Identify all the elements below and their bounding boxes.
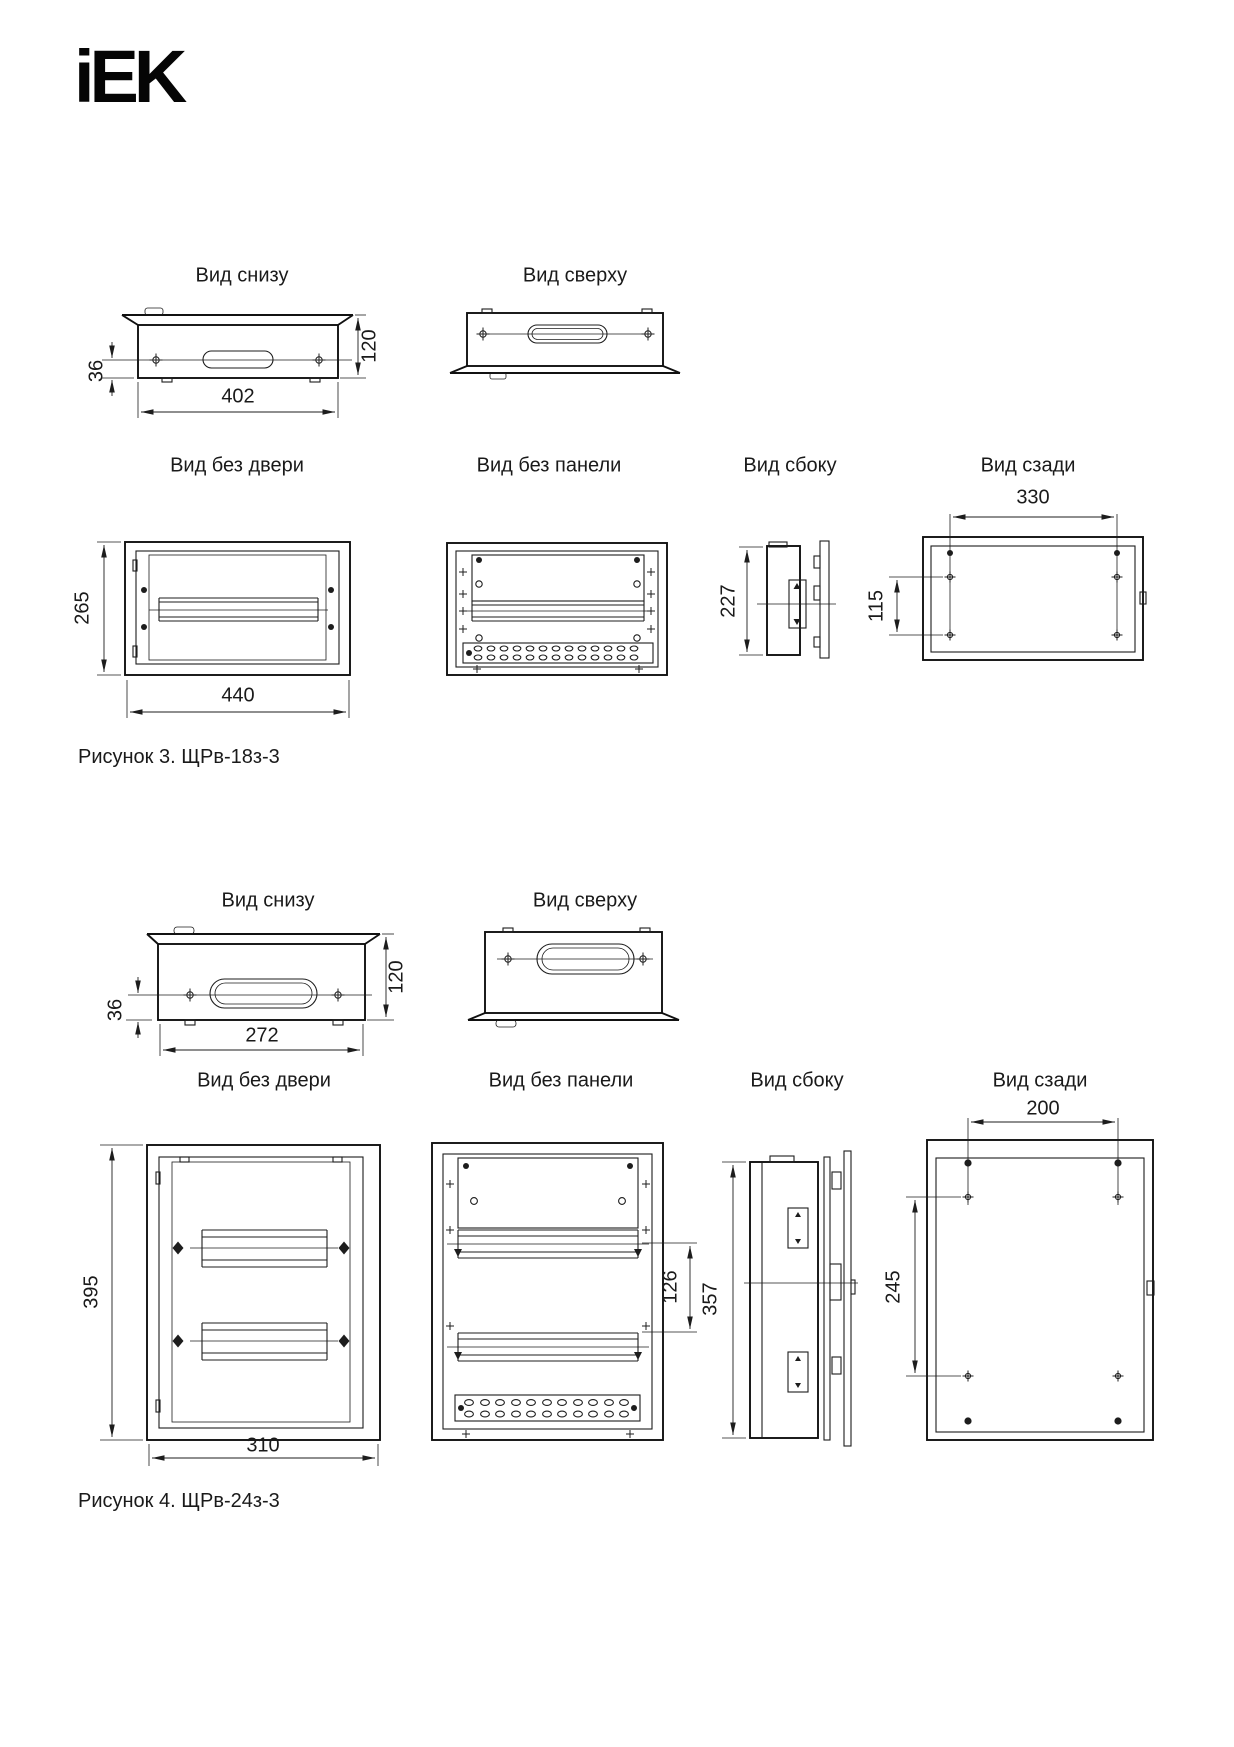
fig4-dim-side-height: 357 (699, 1282, 722, 1316)
fig4-cable-entry-holes (465, 1400, 629, 1417)
fig3-top-view-title: Вид сверху (522, 264, 628, 287)
fig3-dim-body-width: 440 (221, 684, 255, 707)
fig3-din-rail (159, 598, 318, 621)
fig3-no-panel-view-title: Вид без панели (476, 454, 622, 477)
fig4-rear-view-title: Вид сзади (992, 1069, 1088, 1092)
fig3-side-view-drawing (739, 541, 836, 658)
fig4-no-door-view-drawing (100, 1145, 380, 1466)
fig4-no-panel-view-drawing (432, 1143, 697, 1440)
fig3-dim-depth: 36 (85, 359, 108, 383)
fig4-side-view-title: Вид сбоку (750, 1069, 844, 1092)
fig3-dim-mount-height: 115 (865, 590, 888, 622)
fig3-bottom-cable-slot (203, 351, 273, 368)
fig3-top-view-drawing (450, 309, 680, 379)
fig4-top-view-title: Вид сверху (532, 889, 638, 912)
fig4-dim-mount-width: 200 (1026, 1097, 1060, 1120)
fig3-cable-entry-holes (474, 646, 638, 660)
fig3-dim-mount-width: 330 (1016, 486, 1050, 509)
fig4-top-view-drawing (468, 928, 679, 1027)
fig3-side-view-title: Вид сбоку (743, 454, 837, 477)
fig3-rear-view-title: Вид сзади (980, 454, 1076, 477)
fig3-dim-body-height: 265 (71, 591, 94, 625)
fig4-dim-body-width: 310 (246, 1434, 280, 1457)
fig4-din-rail-2 (202, 1323, 327, 1360)
fig3-dim-width: 402 (221, 385, 255, 408)
fig4-dim-width: 272 (245, 1024, 279, 1047)
figure3-caption: Рисунок 3. ЩРв-18з-3 (78, 746, 280, 768)
fig4-dim-depth: 36 (104, 998, 127, 1022)
fig3-bottom-view-title: Вид снизу (195, 264, 289, 287)
fig3-rear-view-drawing (889, 514, 1146, 660)
fig4-no-door-view-title: Вид без двери (197, 1069, 331, 1092)
fig3-dim-height: 120 (358, 329, 381, 363)
fig4-dim-mount-height: 245 (882, 1270, 905, 1304)
fig4-dim-body-height: 395 (80, 1275, 103, 1309)
fig4-no-panel-view-title: Вид без панели (488, 1069, 634, 1092)
fig4-dim-height: 120 (385, 960, 408, 994)
fig3-no-door-view-title: Вид без двери (170, 454, 304, 477)
fig3-dim-side-height: 227 (717, 584, 740, 618)
iek-logo: iEK (74, 35, 183, 118)
fig4-din-rail-1 (202, 1230, 327, 1267)
fig4-side-view-drawing (722, 1151, 858, 1446)
fig4-rear-view-drawing (906, 1118, 1154, 1440)
fig4-dim-rail-gap: 126 (659, 1270, 682, 1304)
fig3-no-panel-view-drawing (447, 543, 667, 675)
fig4-bottom-view-title: Вид снизу (221, 889, 315, 912)
figure4-caption: Рисунок 4. ЩРв-24з-3 (78, 1490, 280, 1512)
